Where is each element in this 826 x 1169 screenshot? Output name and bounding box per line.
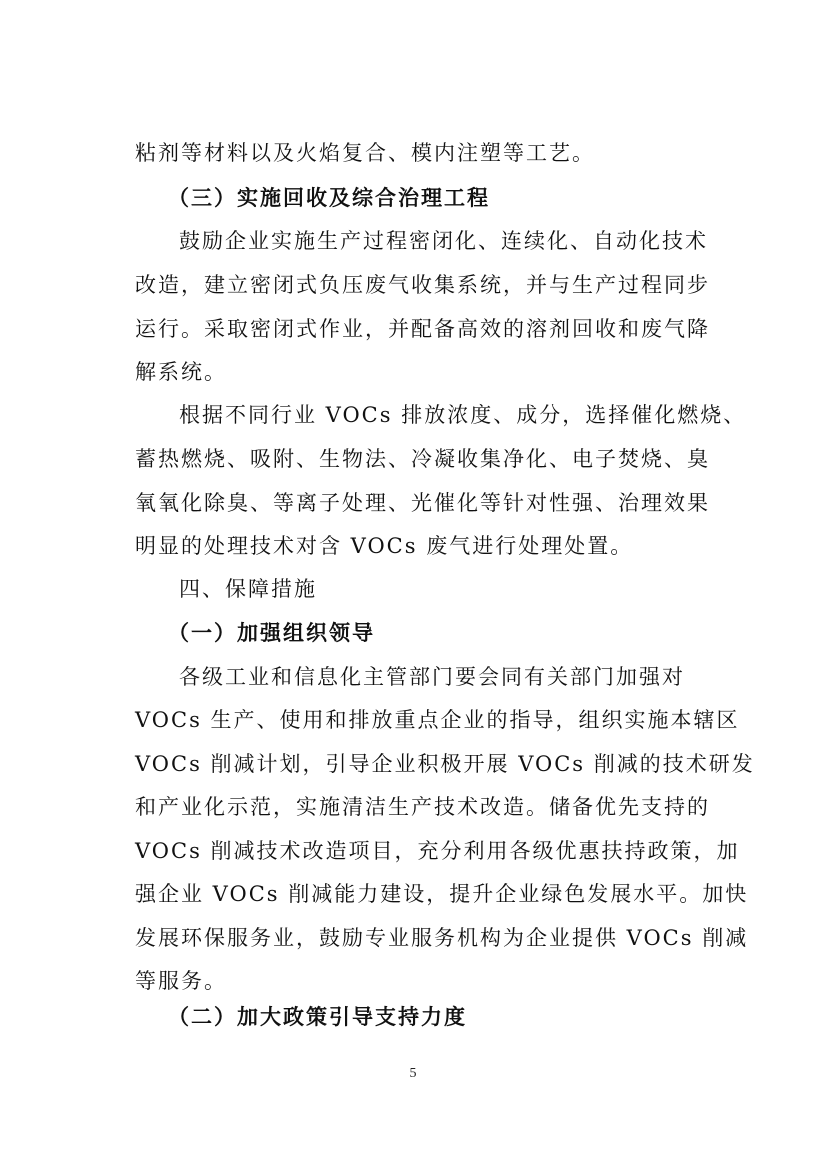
paragraph-line [0, 395, 826, 435]
paragraph-line [0, 918, 826, 958]
page-number: 5 [409, 1066, 417, 1081]
paragraph-line [0, 831, 826, 871]
line-text: 等服务。 [135, 969, 227, 993]
section-heading-text: 四、保障措施 [179, 577, 317, 601]
paragraph-line [0, 309, 826, 349]
line-text: VOCs 削减计划，引导企业积极开展 VOCs 削减的技术研发 [135, 752, 755, 776]
paragraph-line [0, 221, 826, 261]
line-text: 和产业化示范，实施清洁生产技术改造。储备优先支持的 [135, 795, 710, 819]
line-text: 蓄热燃烧、吸附、生物法、冷凝收集净化、电子焚烧、臭 [135, 447, 710, 471]
subheading-text: （二）加大政策引导支持力度 [168, 1005, 467, 1029]
subheading-recycling [0, 178, 826, 218]
line-text: 各级工业和信息化主管部门要会同有关部门加强对 [179, 665, 685, 689]
line-text: VOCs 生产、使用和排放重点企业的指导，组织实施本辖区 [135, 708, 740, 732]
paragraph-line [0, 700, 826, 740]
paragraph-line [0, 483, 826, 523]
paragraph-line [0, 657, 826, 697]
paragraph-line [0, 133, 826, 173]
paragraph-line [0, 265, 826, 305]
subheading-text: （三）实施回收及综合治理工程 [168, 186, 490, 210]
line-text: 解系统。 [135, 360, 227, 384]
subheading-text: （一）加强组织领导 [168, 621, 375, 645]
line-text: 运行。采取密闭式作业，并配备高效的溶剂回收和废气降 [135, 317, 710, 341]
paragraph-line [0, 961, 826, 1001]
section-heading-safeguards [0, 569, 826, 609]
paragraph-line [0, 787, 826, 827]
paragraph-line [0, 744, 826, 784]
line-text: 氧氧化除臭、等离子处理、光催化等针对性强、治理效果 [135, 491, 710, 515]
paragraph-line [0, 439, 826, 479]
line-text: 粘剂等材料以及火焰复合、模内注塑等工艺。 [135, 141, 595, 165]
subheading-leadership [0, 613, 826, 653]
subheading-policy-support [0, 997, 826, 1037]
line-text: 发展环保服务业，鼓励专业服务机构为企业提供 VOCs 削减 [135, 926, 749, 950]
paragraph-line [0, 352, 826, 392]
line-text: 根据不同行业 VOCs 排放浓度、成分，选择催化燃烧、 [179, 403, 747, 427]
line-text: 鼓励企业实施生产过程密闭化、连续化、自动化技术 [179, 229, 708, 253]
line-text: VOCs 削减技术改造项目，充分利用各级优惠扶持政策，加 [135, 839, 740, 863]
paragraph-line [0, 526, 826, 566]
paragraph-line [0, 874, 826, 914]
line-text: 改造，建立密闭式负压废气收集系统，并与生产过程同步 [135, 273, 710, 297]
line-text: 明显的处理技术对含 VOCs 废气进行处理处置。 [135, 534, 634, 558]
line-text: 强企业 VOCs 削减能力建设，提升企业绿色发展水平。加快 [135, 882, 749, 906]
